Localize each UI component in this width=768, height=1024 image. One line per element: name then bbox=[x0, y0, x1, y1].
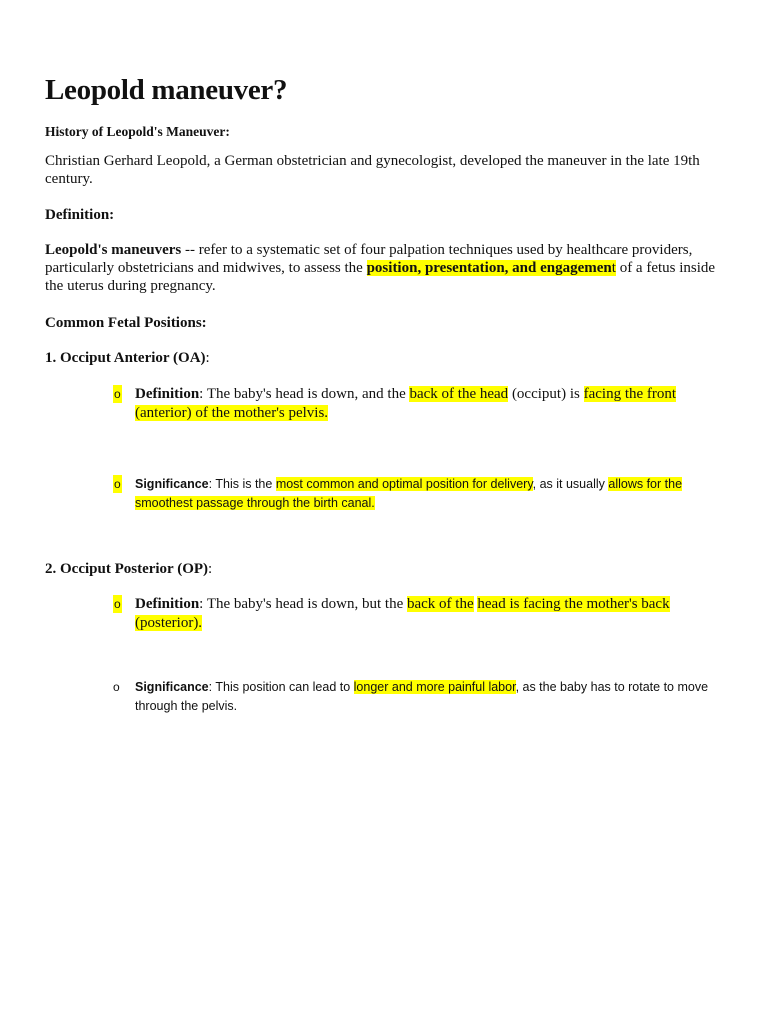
op-def-hl-2: head is facing the mother's back (posterior). bbox=[135, 596, 670, 631]
oa-heading bbox=[45, 349, 210, 367]
op-heading bbox=[45, 560, 212, 578]
oa-sig-hl-1: most common and optimal position for delivery bbox=[275, 477, 533, 491]
definition-heading: Definition: bbox=[45, 207, 115, 223]
op-heading-colon: : bbox=[208, 561, 213, 577]
op-heading-text: 2. Occiput Posterior (OP) bbox=[45, 561, 209, 577]
oa-sig-hl-2: allows for the smoothest passage through the birth canal. bbox=[135, 477, 683, 510]
oa-def-label: Definition bbox=[135, 386, 200, 402]
oa-sig-1: : This is the bbox=[208, 477, 276, 491]
bullet-icon: o bbox=[113, 680, 120, 694]
definition-highlight: position, presentation, and engagemen bbox=[366, 260, 612, 276]
bullet-icon: o bbox=[114, 597, 121, 611]
op-def-hl-1: back of the bbox=[406, 596, 474, 612]
op-def-1: : The baby's head is down, but the bbox=[199, 596, 407, 612]
op-sig-hl-1: longer and more painful labor bbox=[353, 680, 516, 694]
oa-def-hl-2: facing the front (anterior) of the mother's pelvis. bbox=[135, 386, 677, 421]
definition-highlight-tail: t bbox=[611, 260, 616, 276]
history-text: Christian Gerhard Leopold, a German obstetrician and gynecologist, developed the maneuver in the late 19th century. bbox=[45, 153, 700, 187]
oa-significance-text bbox=[135, 475, 725, 513]
definition-text-1: -- refer to a systematic set of four palpation techniques used by healthcare providers, particularly obstetricians and midwives, to assess the bbox=[45, 242, 693, 276]
positions-heading: Common Fetal Positions: bbox=[45, 315, 207, 331]
oa-sig-label: Significance bbox=[135, 477, 209, 491]
oa-heading-colon: : bbox=[205, 350, 210, 366]
oa-def-hl-1: back of the head bbox=[409, 386, 509, 402]
oa-heading-text: 1. Occiput Anterior (OA) bbox=[45, 350, 206, 366]
op-sig-label: Significance bbox=[135, 680, 209, 694]
oa-def-1: : The baby's head is down, and the bbox=[199, 386, 410, 402]
bullet-icon: o bbox=[114, 477, 121, 491]
oa-sig-2: , as it usually bbox=[532, 477, 609, 491]
op-definition-text bbox=[135, 595, 725, 633]
oa-def-2: (occiput) is bbox=[508, 386, 584, 402]
op-sig-2: , as the baby has to rotate to move through the pelvis. bbox=[135, 680, 709, 713]
definition-term: Leopold's maneuvers bbox=[45, 242, 182, 258]
op-sig-1: : This position can lead to bbox=[208, 680, 354, 694]
op-significance-text bbox=[135, 678, 725, 716]
definition-text-2: of a fetus inside the uterus during pregnancy. bbox=[45, 260, 716, 294]
bullet-icon: o bbox=[114, 387, 121, 401]
definition-paragraph bbox=[45, 241, 725, 295]
page-title: Leopold maneuver? bbox=[45, 74, 288, 106]
op-def-label: Definition bbox=[135, 596, 200, 612]
history-heading: History of Leopold's Maneuver: bbox=[45, 124, 230, 139]
oa-definition-text bbox=[135, 385, 725, 423]
